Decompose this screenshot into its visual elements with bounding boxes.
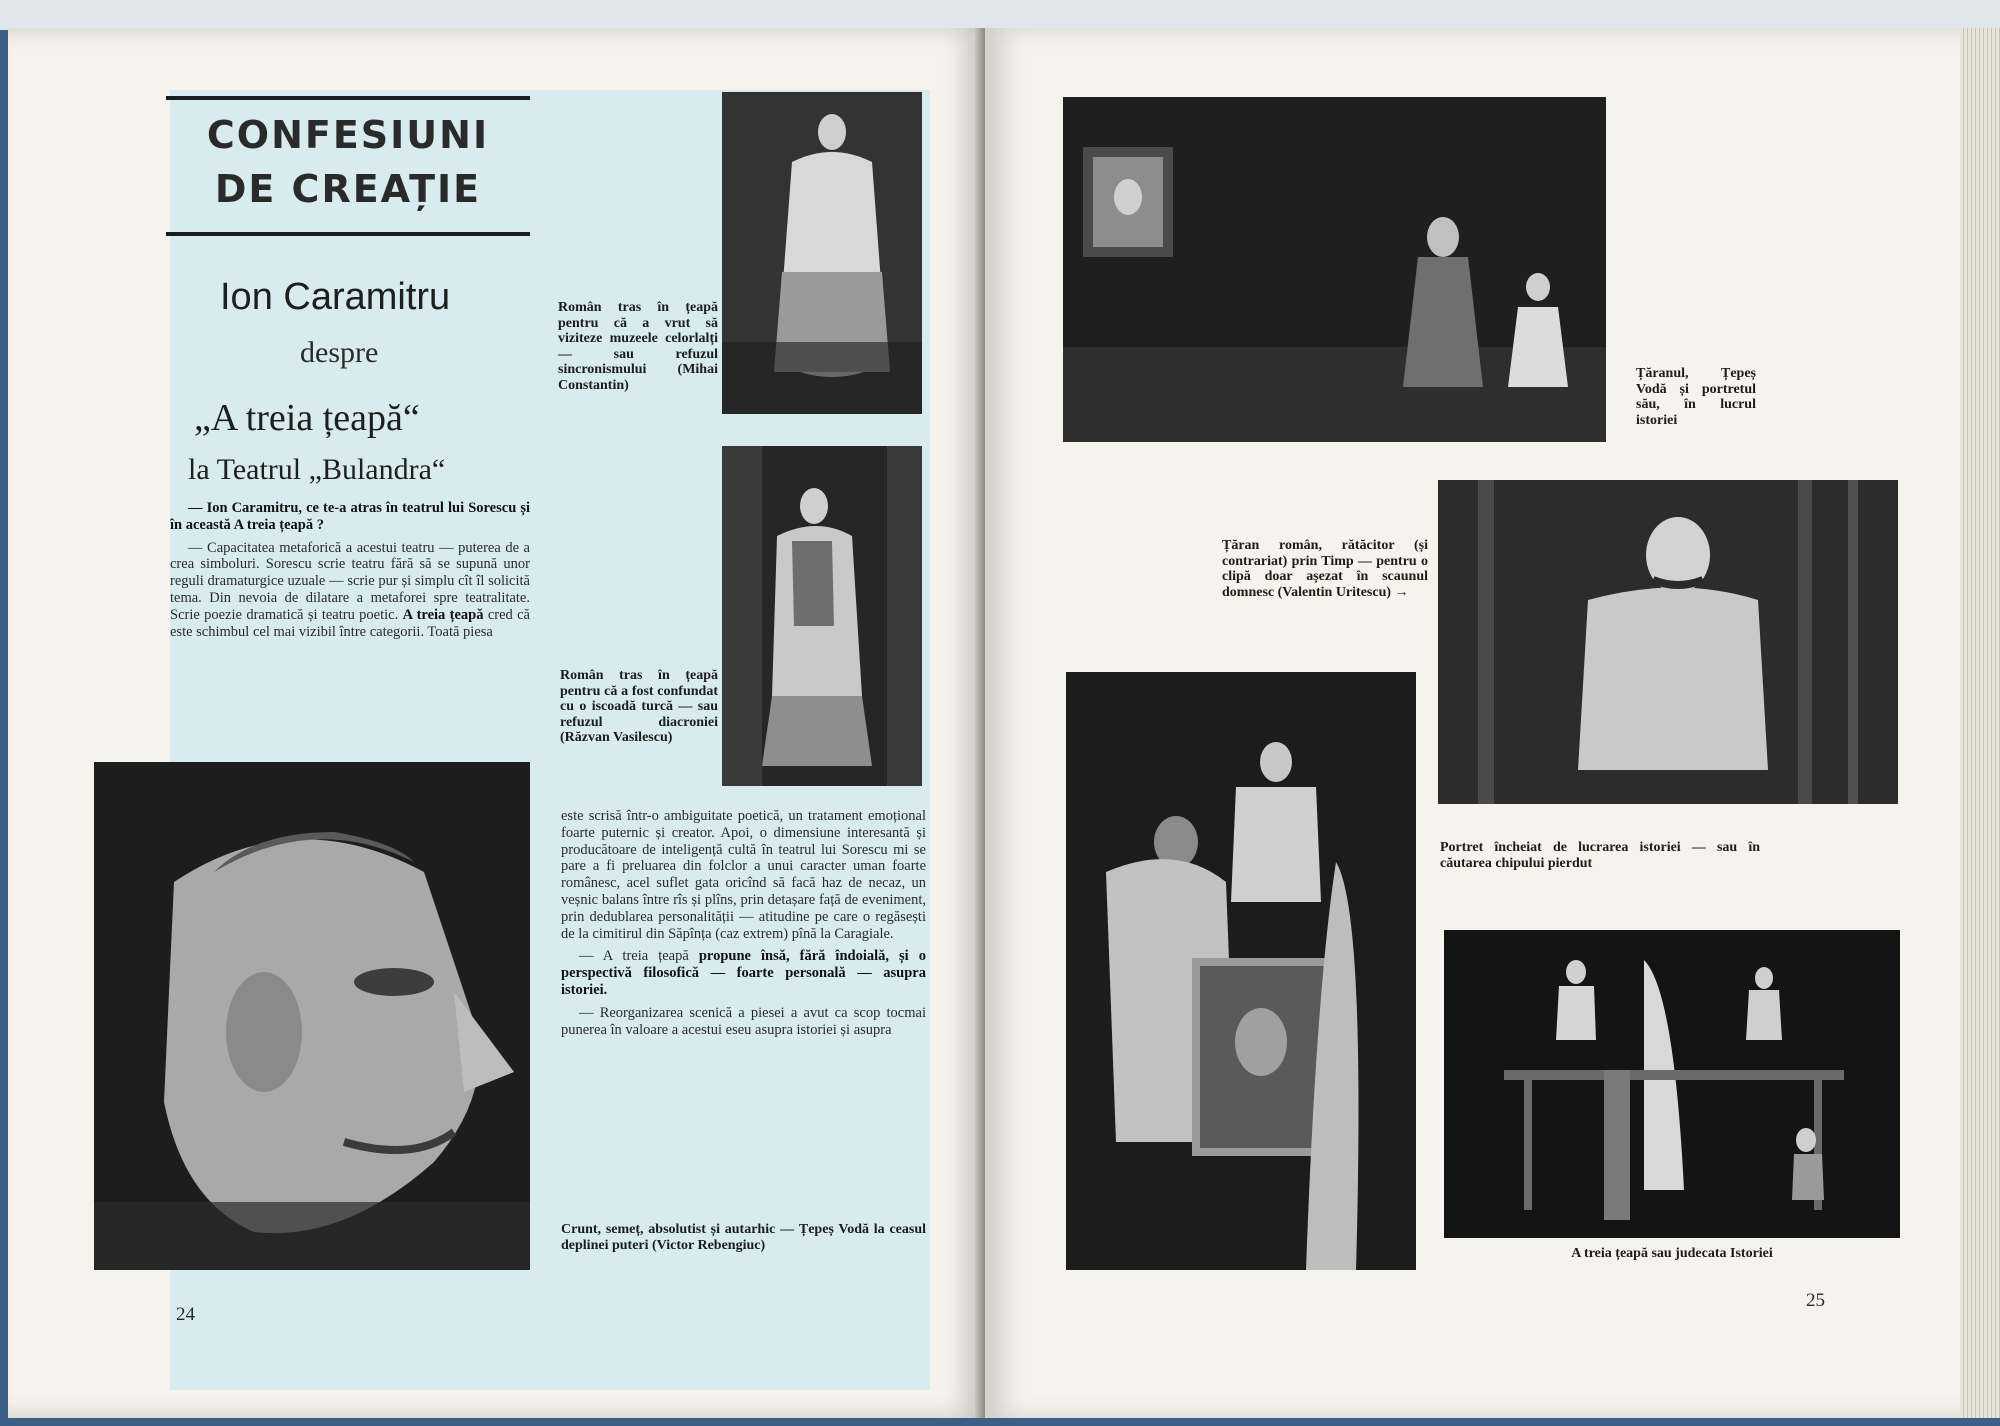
answer-paragraph-3: — A treia țeapă propune însă, fără îndoială, și o perspectivă filosofică — foarte personală — asupra istoriei. xyxy=(561,948,926,998)
caption-photo-5: Țăran român, rătăcitor (și contrariat) prin Timp — pentru o clipă doar așezat în scaunul domnesc (Valentin Uritescu) → xyxy=(1222,538,1428,600)
section-heading xyxy=(168,108,528,216)
answer-paragraph-2: este scrisă într-o ambiguitate poetică, un tratament emoțional foarte puternic și creator. Apoi, o dimensiune interesantă și producătoare de inteligență cultă în teatrul lui Sorescu mi se pare a fi preluarea din folclor a unui caracter uman foarte românesc, acel suflet gata oricînd să facă haz de necaz, un veșnic balans între rîs și plîns, prin detașare față de eveniment, prin dedublarea personalității — atitudine pe care o regăsești de la cimitirul din Săpînța (caz extrem) pînă la Caragiale. xyxy=(561,808,926,942)
answer-paragraph-1: — Capacitatea metaforică a acestui teatru — puterea de a crea simboluri. Sorescu scrie teatru fără să se supună unor reguli dramaturgice uzuale — scrie pur și simplu cît îl solicită tema. Din nevoia de dilatare a metaforei spre teatralitate. Scrie poezie dramatică și teatru poetic. A treia țeapă cred că este schimbul cel mai vizibil între categorii. Toată piesa xyxy=(170,539,530,640)
article-title-despre: despre xyxy=(300,336,379,369)
interview-column-2 xyxy=(561,808,926,1044)
caption-photo-4: Țăranul, Țepeș Vodă și portretul său, în lucrul istoriei xyxy=(1636,366,1756,428)
answer-paragraph-4: — Reorganizarea scenică a piesei a avut ca scop tocmai punerea în valoare a acestui eseu asupra istoriei și asupra xyxy=(561,1004,926,1038)
caption-photo-1: Român tras în țeapă pentru că a vrut să viziteze muzeele celorlalți — sau refuzul sincronismului (Mihai Constantin) xyxy=(558,300,718,393)
article-title-theatre: la Teatrul „Bulandra“ xyxy=(188,453,446,486)
caption-photo-6: Portret încheiat de lucrarea istoriei — sau în căutarea chipului pierdut xyxy=(1440,840,1760,871)
photo-taranul-tepes-portret xyxy=(1063,97,1606,442)
interview-column-1 xyxy=(170,500,530,646)
section-heading-line1: CONFESIUNI xyxy=(206,113,490,157)
caption-photo-2: Român tras în țeapă pentru că a fost confundat cu o iscoadă turcă — sau refuzul diacroniei (Răzvan Vasilescu) xyxy=(560,668,718,745)
article-title-name: Ion Caramitru xyxy=(220,276,451,318)
page-number-left: 24 xyxy=(176,1304,195,1325)
photo-mihai-constantin xyxy=(722,92,922,414)
caption-photo-3: Crunt, semeț, absolutist și autarhic — Țepeș Vodă la ceasul deplinei puteri (Victor Rebengiuc) xyxy=(561,1222,926,1253)
heading-top-rule xyxy=(166,96,530,100)
photo-victor-rebengiuc-portrait xyxy=(94,762,530,1270)
photo-razvan-vasilescu xyxy=(722,446,922,786)
article-title-play: „A treia țeapă“ xyxy=(194,397,420,439)
heading-bottom-rule xyxy=(166,232,530,236)
photo-portret-incheiat xyxy=(1066,672,1416,1270)
right-page-edges xyxy=(1960,28,2000,1418)
page-number-right: 25 xyxy=(1806,1290,1825,1311)
interview-question: — Ion Caramitru, ce te-a atras în teatrul lui Sorescu și în această A treia țeapă ? xyxy=(170,500,530,533)
photo-valentin-uritescu xyxy=(1438,480,1898,804)
section-heading-line2: DE CREAȚIE xyxy=(214,167,482,211)
photo-judecata-istoriei xyxy=(1444,930,1900,1238)
spread-top-edge xyxy=(0,0,2000,30)
caption-photo-7: A treia țeapă sau judecata Istoriei xyxy=(1571,1246,1773,1261)
